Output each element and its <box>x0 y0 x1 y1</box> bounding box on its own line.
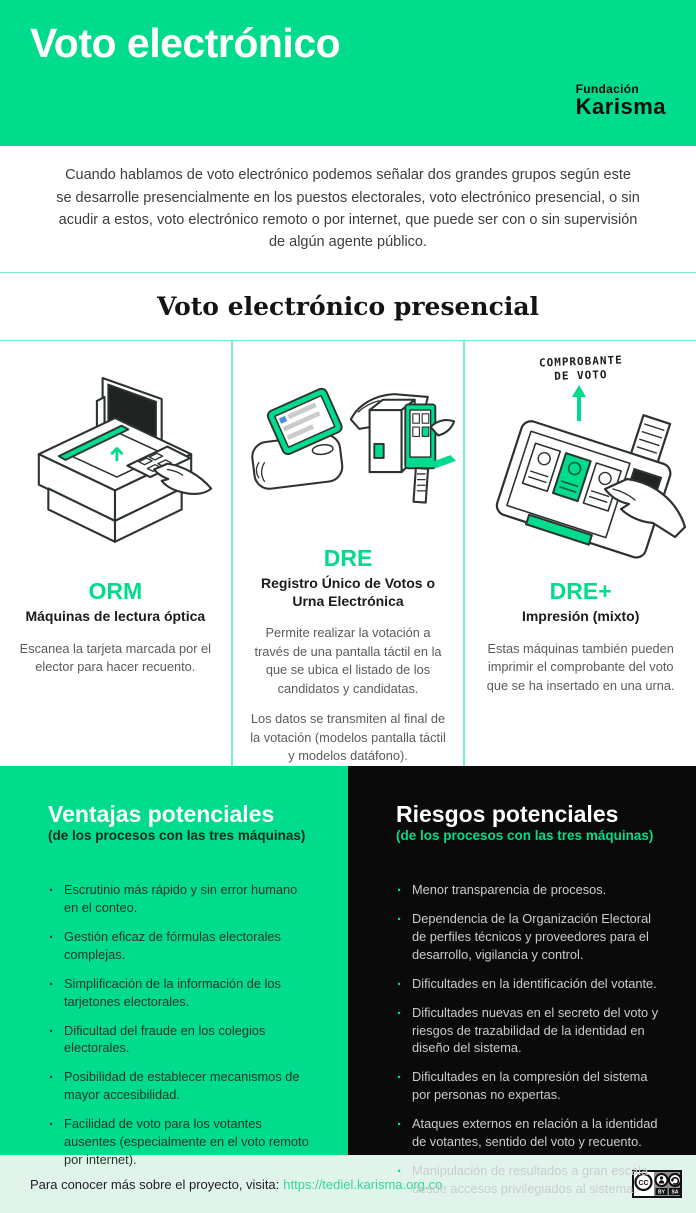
optical-scan-machine-icon <box>15 366 215 551</box>
dre-description-1: Permite realizar la votación a través de una pantalla táctil en la que se ubica el listado de los candidatos y candidatas. <box>254 625 442 696</box>
svg-text:CC: CC <box>638 1180 649 1187</box>
orm-description: Escanea la tarjeta marcada por el elector para hacer recuento. <box>19 640 212 675</box>
intro-section <box>0 146 696 273</box>
riesgos-item: · Dificultades nuevas en el secreto del voto y riesgos de trazabilidad de la identidad en diseño del sistema. <box>396 1004 660 1058</box>
orm-illustration <box>0 341 231 576</box>
receipt-annotation-line2: DE VOTO <box>553 368 608 383</box>
footer-text <box>30 1177 442 1192</box>
svg-text:SA: SA <box>671 1189 679 1196</box>
dre-subheading: Registro Único de Votos o Urna Electrónica <box>261 575 435 609</box>
column-dre-plus <box>463 341 696 766</box>
dre-heading: DRE <box>323 545 373 572</box>
vote-receipt-machine-icon <box>473 347 689 579</box>
orm-subheading: Máquinas de lectura óptica <box>25 608 206 624</box>
dre-plus-description: Estas máquinas también pueden imprimir el comprobante del voto que se ha insertado en una urna. <box>486 640 675 693</box>
ventajas-title: Ventajas potenciales <box>48 801 275 827</box>
ventajas-item: · Gestión eficaz de fórmulas electorales complejas. <box>48 928 312 964</box>
project-link[interactable]: https://tediel.karisma.org.co <box>283 1176 443 1192</box>
logo-line-fundacion: Fundación <box>575 82 640 96</box>
svg-text:BY: BY <box>658 1189 665 1196</box>
header-banner <box>0 0 696 146</box>
riesgos-list <box>396 881 660 1198</box>
dre-description-2: Los datos se transmiten al final de la votación (modelos pantalla táctil y modelos datáfono). <box>250 711 446 764</box>
ventajas-item: · Simplificación de la información de los tarjetones electorales. <box>48 975 312 1011</box>
section-title-band <box>0 273 696 341</box>
dre-illustration <box>233 341 464 543</box>
touchscreen-machine-icon <box>240 360 456 525</box>
ventajas-subtitle: (de los procesos con las tres máquinas) <box>48 828 306 844</box>
ventajas-list <box>48 881 312 1169</box>
ventajas-item: · Escrutinio más rápido y sin error humano en el conteo. <box>48 881 312 917</box>
section-title: Voto electrónico presencial <box>156 292 540 321</box>
sa-icon <box>669 1174 681 1196</box>
riesgos-title: Riesgos potenciales <box>396 801 619 827</box>
riesgos-item: · Menor transparencia de procesos. <box>396 881 660 899</box>
riesgos-item: · Dificultades en la compresión del sistema por personas no expertas. <box>396 1068 660 1104</box>
ventajas-item: · Posibilidad de establecer mecanismos de mayor accesibilidad. <box>48 1068 312 1104</box>
receipt-annotation-line1: COMPROBANTE <box>538 353 623 370</box>
ventajas-item: · Dificultad del fraude en los colegios electorales. <box>48 1022 312 1058</box>
machine-columns <box>0 341 696 766</box>
column-orm <box>0 341 231 766</box>
riesgos-item: · Manipulación de resultados a gran escala desde accesos privilegiados al sistema. <box>396 1162 660 1198</box>
riesgos-item: · Dificultades en la identificación del votante. <box>396 975 660 993</box>
ventajas-item: · Facilidad de voto para los votantes ausentes (especialmente en el voto remoto por internet). <box>48 1115 312 1169</box>
page-title: Voto electrónico <box>30 20 341 66</box>
footer-label: Para conocer más sobre el proyecto, visita: <box>30 1176 280 1192</box>
riesgos-item: · Ataques externos en relación a la identidad de votantes, sentido del voto y recuento. <box>396 1115 660 1151</box>
ventajas-panel <box>0 766 348 1168</box>
karisma-logo <box>576 82 666 120</box>
riesgos-subtitle: (de los procesos con las tres máquinas) <box>396 828 654 844</box>
dre-plus-subheading: Impresión (mixto) <box>521 608 640 624</box>
riesgos-item: · Dependencia de la Organización Electoral de perfiles técnicos y proveedores para el desarrollo, vigilancia y control. <box>396 910 660 964</box>
orm-heading: ORM <box>88 578 143 604</box>
intro-paragraph: Cuando hablamos de voto electrónico podemos señalar dos grandes grupos según este se desarrolle presencialmente en los puestos electorales, voto electrónico presencial, o sin acudir a estos, voto electrónico remoto o por internet, que puede ser con o sin supervisión de algún agente público. <box>56 167 640 251</box>
logo-line-karisma: Karisma <box>575 94 666 119</box>
column-dre <box>231 341 464 766</box>
dre-plus-illustration <box>465 341 696 576</box>
dre-plus-heading: DRE+ <box>549 578 612 604</box>
